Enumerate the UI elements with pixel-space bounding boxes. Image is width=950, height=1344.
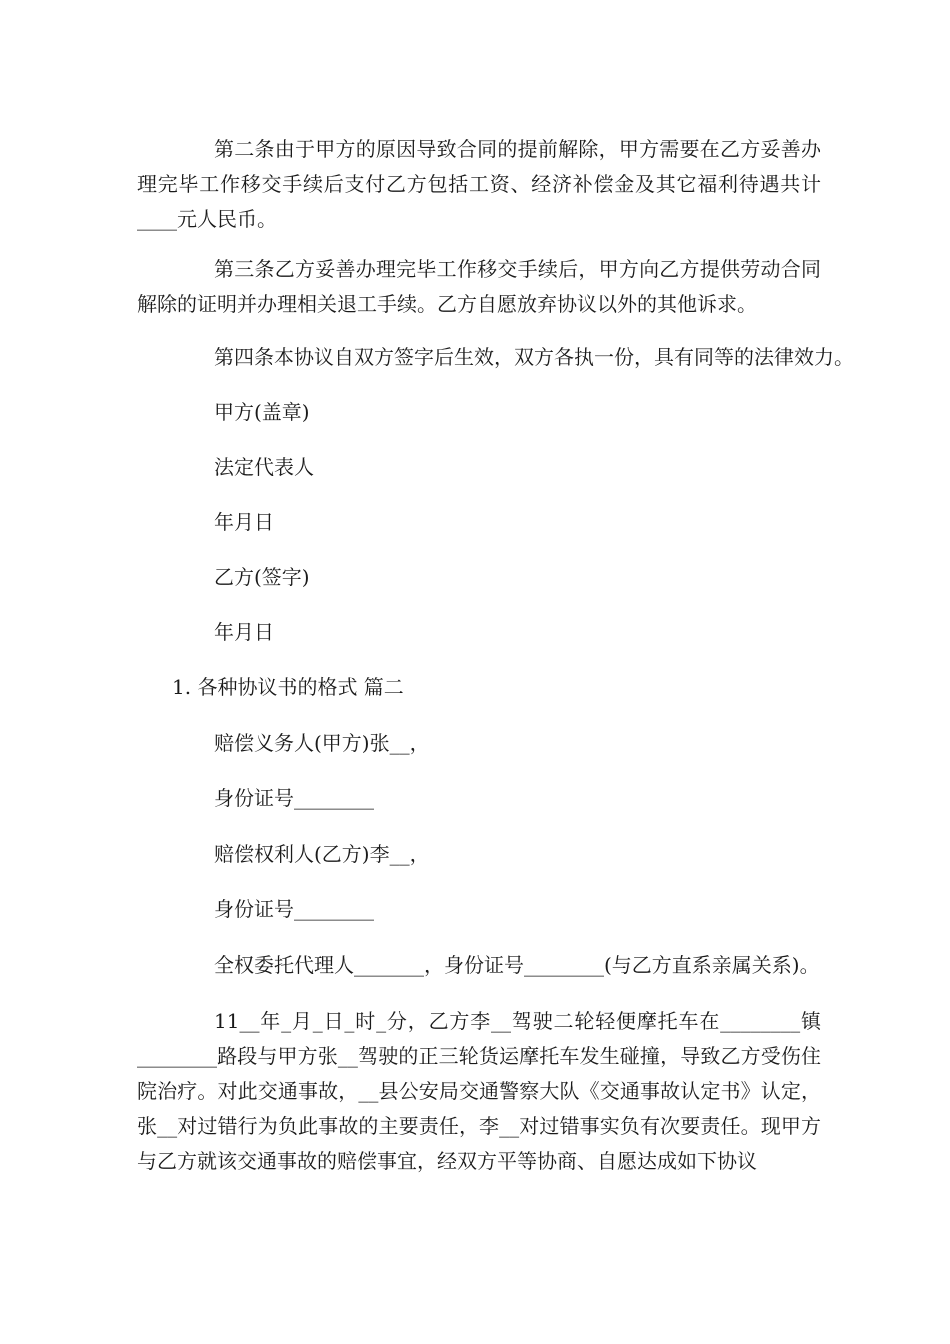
party-a-seal-line: 甲方(盖章) xyxy=(214,400,310,424)
article-2-paragraph: 第二条由于甲方的原因导致合同的提前解除，甲方需要在乙方妥善办理完毕工作移交手续后支付乙方包括工资、经济补偿金及其它福利待遇共计____元人民币。 xyxy=(137,137,821,231)
obligee-id-line: 身份证号________ xyxy=(214,897,374,921)
article-4-paragraph: 第四条本协议自双方签字后生效，双方各执一份，具有同等的法律效力。 xyxy=(214,345,854,369)
obligee-line: 赔偿权利人(乙方)李__， xyxy=(214,842,430,866)
obligor-id-line: 身份证号________ xyxy=(214,786,374,810)
accident-paragraph: 11__年_月_日_时_分，乙方李__驾驶二轮轻便摩托车在________镇________路段与甲方张__驾驶的正三轮货运摩托车发生碰撞，导致乙方受伤住院治疗。对此交通事故，__县公安局交通警察大队《交通事故认定书》认定，张__对过错行为负此事故的主要责任，李__对过错事实负有次要责任。现甲方与乙方就该交通事故的赔偿事宜，经双方平等协商、自愿达成如下协议 xyxy=(137,1009,821,1173)
date-line-2: 年月日 xyxy=(214,620,274,644)
section-heading: 1. 各种协议书的格式 篇二 xyxy=(172,675,404,699)
party-b-sign-line: 乙方(签字) xyxy=(214,565,310,589)
agent-line: 全权委托代理人_______，身份证号________(与乙方直系亲属关系)。 xyxy=(214,953,820,977)
legal-representative-line: 法定代表人 xyxy=(214,455,314,479)
date-line-1: 年月日 xyxy=(214,510,274,534)
article-3-paragraph: 第三条乙方妥善办理完毕工作移交手续后，甲方向乙方提供劳动合同解除的证明并办理相关退工手续。乙方自愿放弃协议以外的其他诉求。 xyxy=(137,257,821,316)
obligor-line: 赔偿义务人(甲方)张__， xyxy=(214,731,430,755)
